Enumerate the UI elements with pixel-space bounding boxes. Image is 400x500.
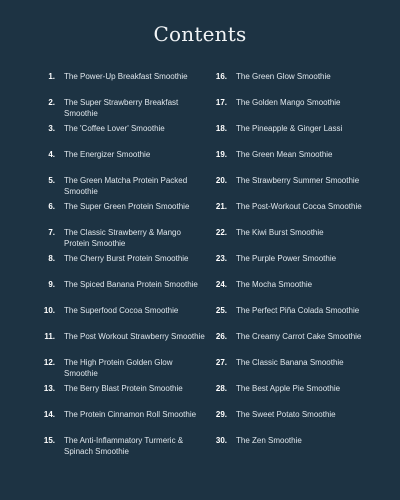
contents-entry[interactable] [36,194,206,220]
entry-title: The Energizer Smoothie [64,150,151,159]
entry-number: 8. [48,254,55,263]
entry-title: The Superfood Cocoa Smoothie [64,306,179,315]
entry-number: 24. [215,280,227,289]
contents-entry[interactable] [36,90,206,116]
contents-entry[interactable] [208,168,378,194]
contents-column-right [208,64,378,454]
contents-entry[interactable] [36,324,206,350]
entry-title: The Green Mean Smoothie [236,150,333,159]
entry-title: The Post Workout Strawberry Smoothie [64,332,205,341]
entry-number: 17. [215,98,227,107]
page-title: Contents [153,22,247,46]
entry-title: The Post-Workout Cocoa Smoothie [236,202,362,211]
contents-entry[interactable] [36,142,206,168]
entry-number: 13. [43,384,55,393]
entry-title: The Zen Smoothie [236,436,302,445]
entry-number: 4. [48,150,55,159]
entry-title: The Perfect Piña Colada Smoothie [236,306,360,315]
entry-title: The Purple Power Smoothie [236,254,337,263]
entry-number: 26. [215,332,227,341]
contents-entry[interactable] [36,220,206,246]
contents-entry[interactable] [36,350,206,376]
contents-entry[interactable] [208,142,378,168]
entry-number: 27. [215,358,227,367]
entry-number: 12. [43,358,55,367]
entry-number: 22. [215,228,227,237]
entry-title: The Spiced Banana Protein Smoothie [64,280,198,289]
entry-title: The Anti-Inflammatory Turmeric & Spinach Smoothie [64,436,184,456]
entry-title: The Power-Up Breakfast Smoothie [64,72,188,81]
entry-title: The Green Glow Smoothie [236,72,331,81]
entry-number: 6. [48,202,55,211]
entry-number: 7. [48,228,55,237]
entry-title: The Classic Banana Smoothie [236,358,344,367]
entry-number: 9. [48,280,55,289]
entry-title: The Sweet Potato Smoothie [236,410,336,419]
contents-entry[interactable] [36,272,206,298]
entry-title: The Golden Mango Smoothie [236,98,341,107]
contents-entry[interactable] [208,220,378,246]
entry-title: The High Protein Golden Glow Smoothie [64,358,173,378]
contents-entry[interactable] [208,298,378,324]
entry-number: 3. [48,124,55,133]
contents-entry[interactable] [208,64,378,90]
entry-title: The Creamy Carrot Cake Smoothie [236,332,362,341]
entry-number: 15. [43,436,55,445]
entry-number: 14. [43,410,55,419]
entry-title: The Protein Cinnamon Roll Smoothie [64,410,197,419]
entry-number: 10. [43,306,55,315]
contents-column-left [36,64,206,454]
contents-entry[interactable] [208,90,378,116]
entry-title: The 'Coffee Lover' Smoothie [64,124,165,133]
entry-title: The Green Matcha Protein Packed Smoothie [64,176,188,196]
entry-title: The Cherry Burst Protein Smoothie [64,254,189,263]
entry-title: The Strawberry Summer Smoothie [236,176,360,185]
contents-entry[interactable] [208,246,378,272]
entry-title: The Berry Blast Protein Smoothie [64,384,183,393]
contents-entry[interactable] [208,116,378,142]
contents-entry[interactable] [36,246,206,272]
entry-title: The Super Green Protein Smoothie [64,202,190,211]
entry-number: 1. [48,72,55,81]
entry-number: 16. [215,72,227,81]
entry-number: 20. [215,176,227,185]
contents-entry[interactable] [208,194,378,220]
entry-number: 30. [215,436,227,445]
entry-title: The Pineapple & Ginger Lassi [236,124,343,133]
contents-entry[interactable] [36,168,206,194]
entry-number: 29. [215,410,227,419]
contents-entry[interactable] [208,428,378,454]
entry-title: The Kiwi Burst Smoothie [236,228,324,237]
entry-number: 11. [44,332,55,341]
entry-number: 19. [215,150,227,159]
contents-entry[interactable] [208,272,378,298]
entry-number: 5. [48,176,55,185]
contents-entry[interactable] [208,376,378,402]
entry-number: 23. [215,254,227,263]
contents-entry[interactable] [208,350,378,376]
contents-entry[interactable] [208,324,378,350]
contents-entry[interactable] [36,298,206,324]
contents-entry[interactable] [208,402,378,428]
entry-number: 18. [215,124,227,133]
contents-entry[interactable] [36,116,206,142]
entry-title: The Super Strawberry Breakfast Smoothie [64,98,179,118]
entry-number: 28. [215,384,227,393]
contents-entry[interactable] [36,428,206,454]
contents-entry[interactable] [36,376,206,402]
entry-number: 21. [215,202,227,211]
contents-entry[interactable] [36,402,206,428]
entry-number: 2. [48,98,55,107]
contents-entry[interactable] [36,64,206,90]
entry-title: The Best Apple Pie Smoothie [236,384,341,393]
entry-title: The Classic Strawberry & Mango Protein Smoothie [64,228,181,248]
entry-number: 25. [215,306,227,315]
entry-title: The Mocha Smoothie [236,280,313,289]
